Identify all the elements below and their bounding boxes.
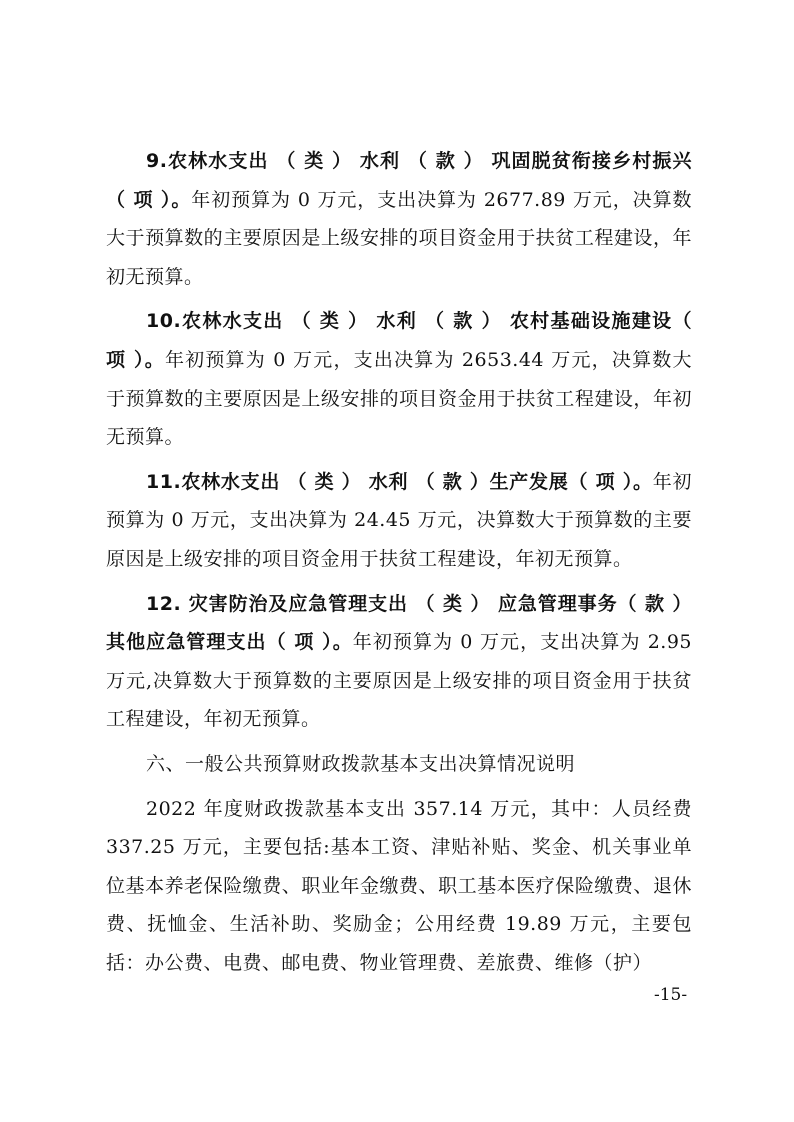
section-body: 2022 年度财政拨款基本支出 357.14 万元，其中：人员经费 337.25 万元，主要包括:基本工资、津贴补贴、奖金、机关事业单位基本养老保险缴费、职业年金缴费、职工基本医疗保险缴费、退休费、抚恤金、生活补助、奖励金；公用经费 19.89 万元，主要包括：办公费、电费、邮电费、物业管理费、差旅费、维修（护） — [106, 797, 692, 974]
item-12-title: 12. 灾害防治及应急管理支出 （ 类 ） 应急管理事务（ 款 ）其他应急管理支出（ 项 ）。 — [106, 592, 692, 654]
item-12-body: 年初预算为 0 万元，支出决算为 2.95 万元,决算数大于预算数的主要原因是上级安排的项目资金用于扶贫工程建设，年初无预算。 — [106, 631, 692, 731]
item-9-title: 9.农林水支出 （ 类 ） 水利 （ 款 ） 巩固脱贫衔接乡村振兴（ 项 ）。 — [106, 150, 692, 211]
item-11-title: 11.农林水支出 （ 类 ） 水利 （ 款 ）生产发展（ 项 ）。 — [146, 470, 653, 493]
item-11-body: 年初预算为 0 万元，支出决算为 24.45 万元，决算数大于预算数的主要原因是上级安排的项目资金用于扶贫工程建设，年初无预算。 — [106, 470, 692, 570]
item-11-paragraph — [106, 463, 692, 579]
document-body — [106, 142, 692, 988]
section-heading: 六、一般公共预算财政拨款基本支出决算情况说明 — [146, 752, 576, 775]
item-10-paragraph — [106, 302, 692, 456]
item-9-paragraph — [106, 142, 692, 296]
page-number: -15- — [654, 985, 688, 1005]
item-9-body: 年初预算为 0 万元，支出决算为 2677.89 万元，决算数大于预算数的主要原因是上级安排的项目资金用于扶贫工程建设，年初无预算。 — [106, 188, 692, 288]
item-10-title: 10.农林水支出 （ 类 ） 水利 （ 款 ） 农村基础设施建设（ 项 ）。 — [106, 310, 692, 371]
item-10-body: 年初预算为 0 万元，支出决算为 2653.44 万元，决算数大于预算数的主要原因是上级安排的项目资金用于扶贫工程建设，年初无预算。 — [106, 348, 692, 449]
item-12-paragraph — [106, 585, 692, 739]
